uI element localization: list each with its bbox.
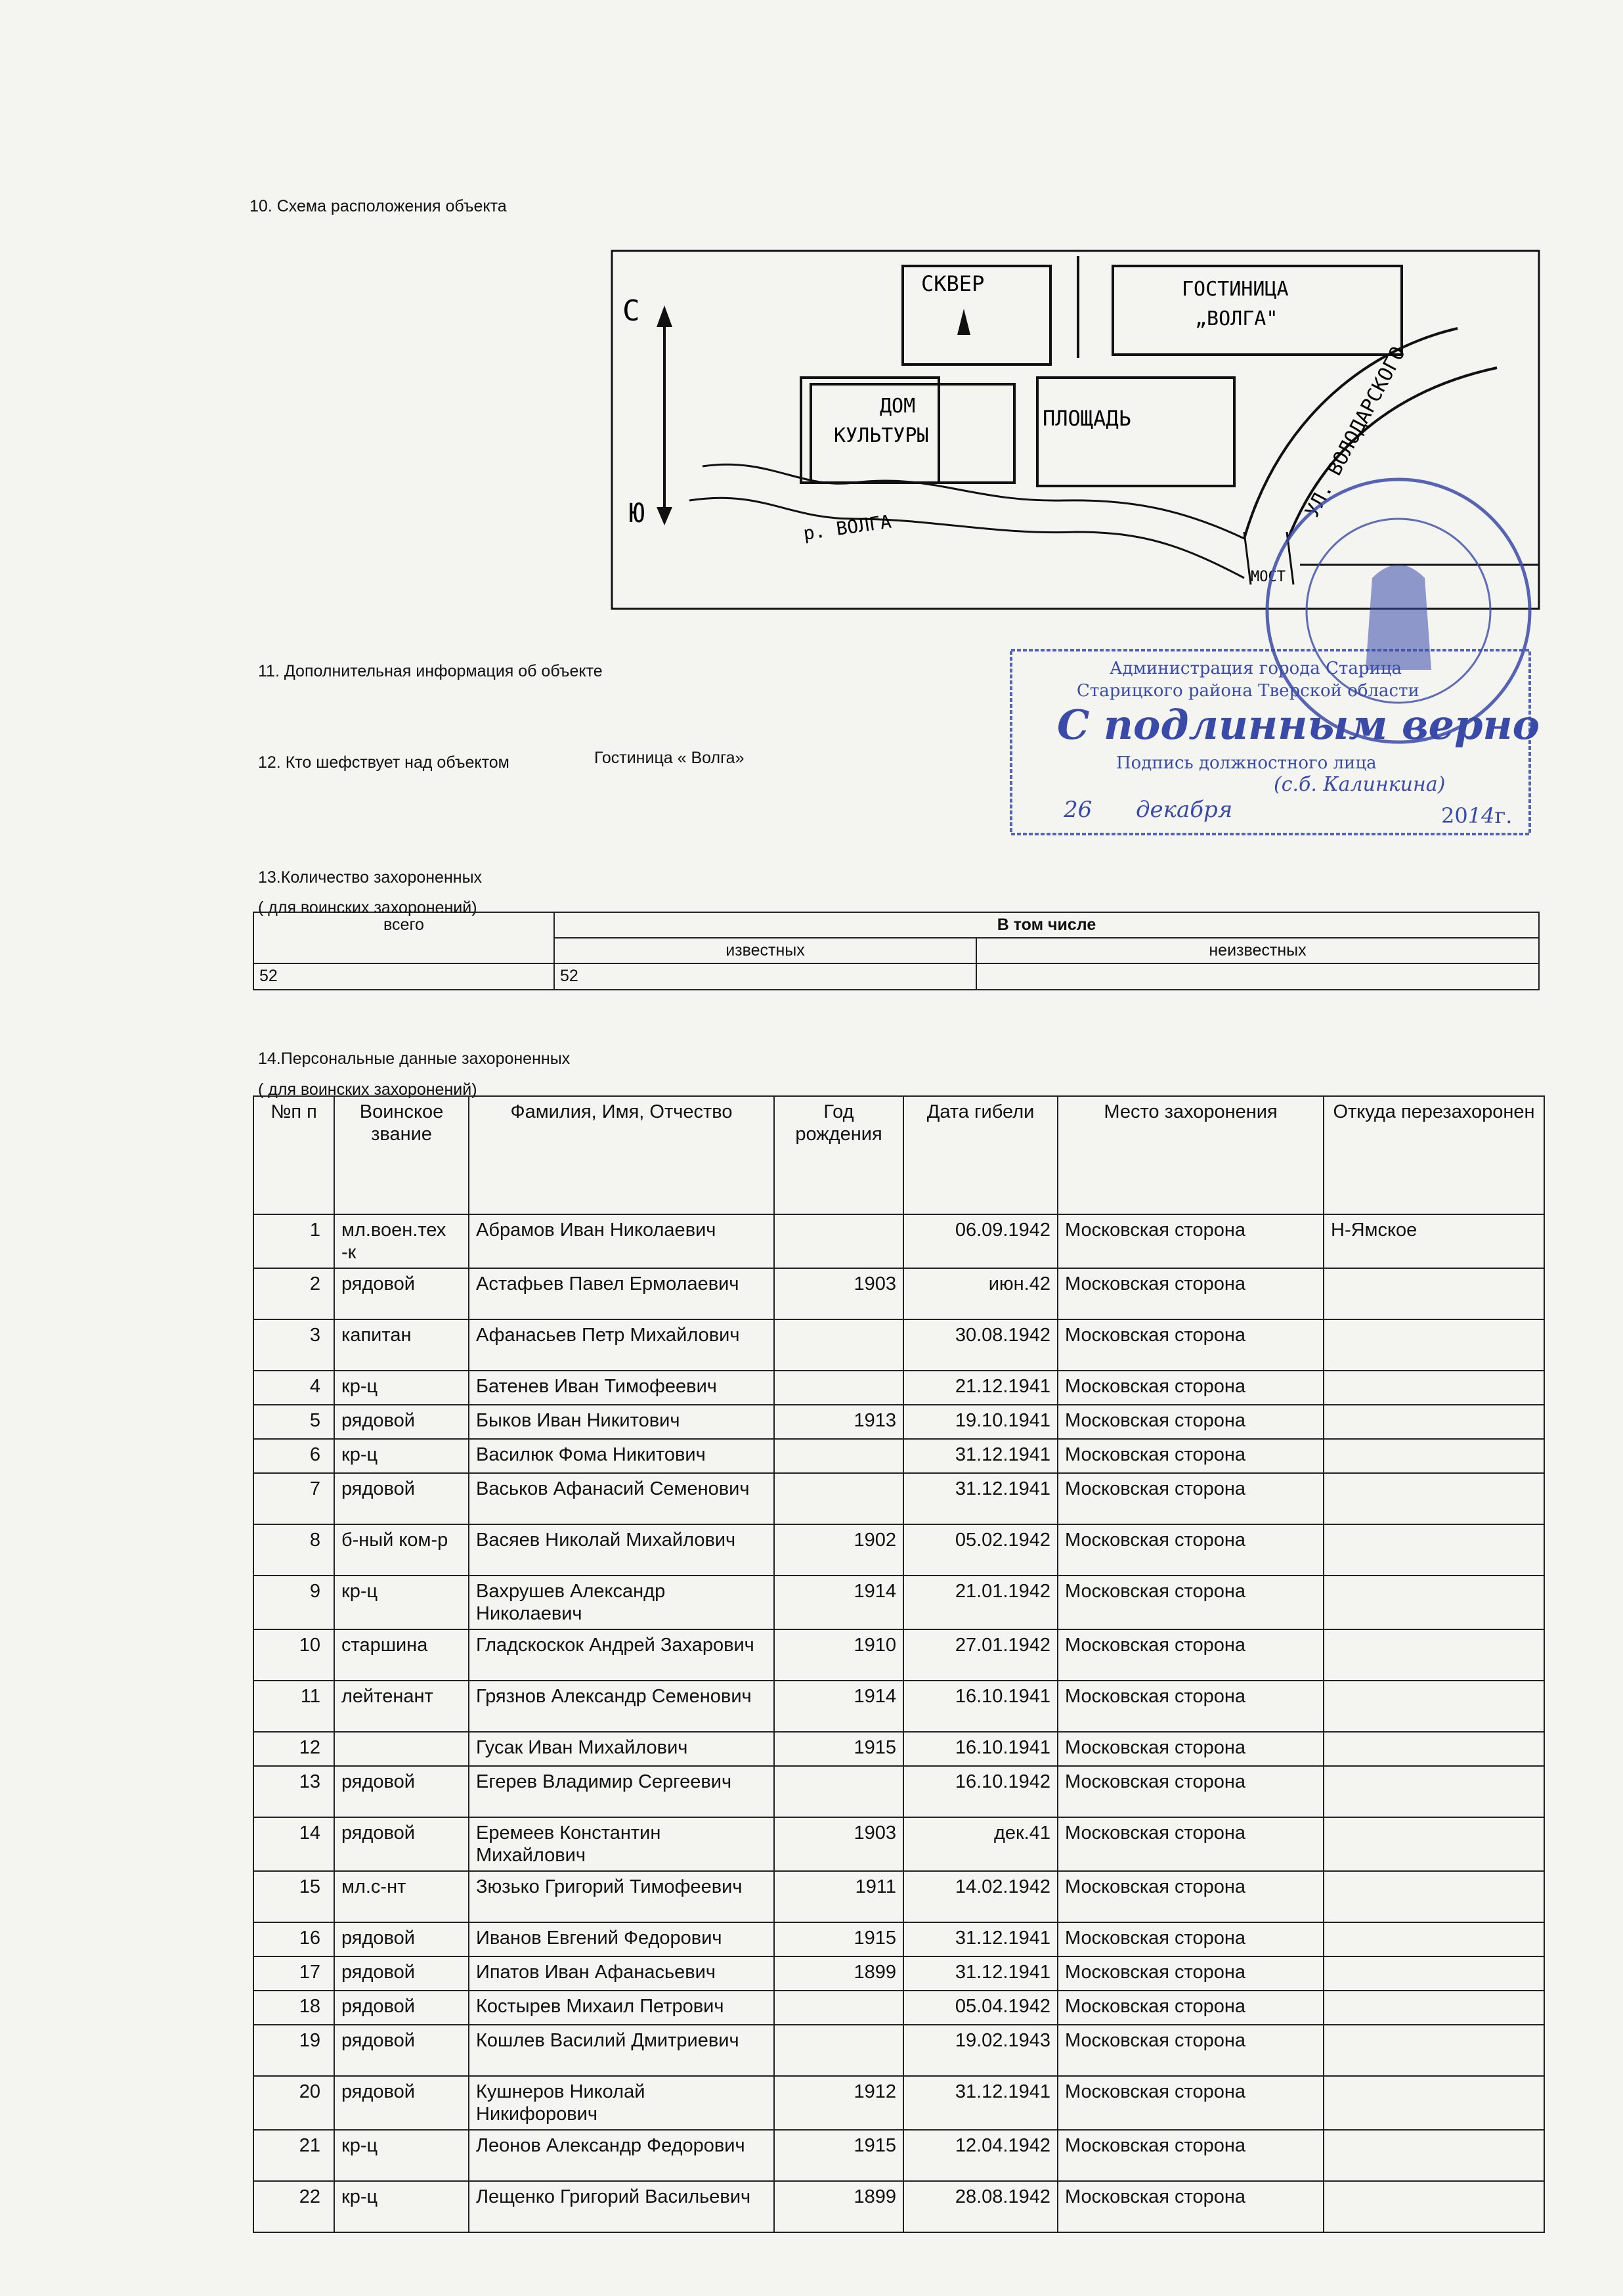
cell-place: Московская сторона <box>1058 1473 1324 1524</box>
cell-death: 05.02.1942 <box>903 1524 1058 1576</box>
cell-n: 9 <box>253 1576 334 1629</box>
cell-born: 1915 <box>774 2130 903 2181</box>
stamp-line-1: Администрация города Старица <box>1110 659 1402 678</box>
cell-name: Гладскоскок Андрей Захарович <box>469 1629 774 1681</box>
table-row <box>253 1405 1544 1439</box>
cell-death: 06.09.1942 <box>903 1214 1058 1268</box>
stamp-certified: С подлинным верно <box>1057 701 1540 749</box>
cell-from <box>1324 1473 1544 1524</box>
cell-from <box>1324 1922 1544 1956</box>
cell-name: Васьков Афанасий Семенович <box>469 1473 774 1524</box>
cell-death: 31.12.1941 <box>903 2076 1058 2130</box>
cell-born <box>774 1991 903 2025</box>
cell-death: 19.02.1943 <box>903 2025 1058 2076</box>
table-row <box>253 1576 1544 1629</box>
count-header-total: всего <box>253 912 554 963</box>
table-row <box>253 1439 1544 1473</box>
cell-n: 11 <box>253 1681 334 1732</box>
cell-rank: рядовой <box>334 1956 469 1991</box>
cell-name: Грязнов Александр Семенович <box>469 1681 774 1732</box>
table-row <box>253 2025 1544 2076</box>
cell-name: Еремеев Константин Михайлович <box>469 1817 774 1871</box>
table-row <box>253 1922 1544 1956</box>
table-row <box>253 1629 1544 1681</box>
col-header-place: Место захоронения <box>1058 1096 1324 1214</box>
cell-n: 12 <box>253 1732 334 1766</box>
cell-n: 1 <box>253 1214 334 1268</box>
burial-count-table <box>253 912 1540 990</box>
cell-n: 20 <box>253 2076 334 2130</box>
map-culture-label-1: ДОМ <box>880 395 916 418</box>
cell-death: 28.08.1942 <box>903 2181 1058 2232</box>
cell-death: 21.12.1941 <box>903 1371 1058 1405</box>
table-row <box>253 2181 1544 2232</box>
cell-rank: рядовой <box>334 1991 469 2025</box>
cell-death: 31.12.1941 <box>903 1956 1058 1991</box>
cell-name: Вахрушев Александр Николаевич <box>469 1576 774 1629</box>
section-14-subtitle: ( для воинских захоронений) <box>258 1080 477 1099</box>
table-row <box>253 1956 1544 1991</box>
cell-from <box>1324 1576 1544 1629</box>
cell-from: Н-Ямское <box>1324 1214 1544 1268</box>
cell-born: 1913 <box>774 1405 903 1439</box>
cell-place: Московская сторона <box>1058 1524 1324 1576</box>
map-hotel-label-1: ГОСТИНИЦА <box>1182 278 1289 301</box>
cell-born: 1899 <box>774 1956 903 1991</box>
cell-death: 31.12.1941 <box>903 1439 1058 1473</box>
cell-from <box>1324 1629 1544 1681</box>
stamp-handwritten-name: (с.б. Калинкина) <box>1274 773 1446 796</box>
cell-born: 1903 <box>774 1817 903 1871</box>
cell-rank: мл.с-нт <box>334 1871 469 1922</box>
table-row <box>253 1473 1544 1524</box>
cell-from <box>1324 2181 1544 2232</box>
cell-from <box>1324 2025 1544 2076</box>
table-row <box>253 2076 1544 2130</box>
cell-from <box>1324 1371 1544 1405</box>
cell-death: 16.10.1941 <box>903 1681 1058 1732</box>
cell-from <box>1324 1681 1544 1732</box>
cell-born: 1911 <box>774 1871 903 1922</box>
cell-born <box>774 1214 903 1268</box>
cell-n: 22 <box>253 2181 334 2232</box>
cell-rank: кр-ц <box>334 2181 469 2232</box>
cell-name: Афанасьев Петр Михайлович <box>469 1319 774 1371</box>
stamp-line-2: Старицкого района Тверской области <box>1077 681 1419 701</box>
monument-icon <box>957 309 970 335</box>
cell-born: 1899 <box>774 2181 903 2232</box>
cell-rank: рядовой <box>334 1405 469 1439</box>
cell-death: дек.41 <box>903 1817 1058 1871</box>
cell-name: Васяев Николай Михайлович <box>469 1524 774 1576</box>
table-row <box>253 1871 1544 1922</box>
cell-place: Московская сторона <box>1058 1732 1324 1766</box>
table-row <box>253 1319 1544 1371</box>
cell-from <box>1324 1766 1544 1817</box>
cell-place: Московская сторона <box>1058 1576 1324 1629</box>
compass-arrow-south-icon <box>657 507 672 525</box>
cell-place: Московская сторона <box>1058 1991 1324 2025</box>
count-header-including: В том числе <box>554 912 1539 938</box>
cell-born: 1903 <box>774 1268 903 1319</box>
cell-n: 21 <box>253 2130 334 2181</box>
cell-born <box>774 1766 903 1817</box>
cell-place: Московская сторона <box>1058 1681 1324 1732</box>
cell-place: Московская сторона <box>1058 2181 1324 2232</box>
cell-place: Московская сторона <box>1058 1319 1324 1371</box>
cell-rank: капитан <box>334 1319 469 1371</box>
col-header-from: Откуда перезахоронен <box>1324 1096 1544 1214</box>
count-header-unknown: неизвестных <box>976 938 1539 963</box>
cell-n: 13 <box>253 1766 334 1817</box>
cell-n: 16 <box>253 1922 334 1956</box>
cell-place: Московская сторона <box>1058 1268 1324 1319</box>
col-header-born: Год рождения <box>774 1096 903 1214</box>
cell-name: Астафьев Павел Ермолаевич <box>469 1268 774 1319</box>
cell-name: Зюзько Григорий Тимофеевич <box>469 1871 774 1922</box>
cell-from <box>1324 1405 1544 1439</box>
section-12-title: 12. Кто шефствует над объектом <box>258 753 509 772</box>
cell-n: 4 <box>253 1371 334 1405</box>
map-north-label: С <box>622 294 640 328</box>
map-culture-label-2: КУЛЬТУРЫ <box>834 424 929 447</box>
cell-rank: рядовой <box>334 1766 469 1817</box>
table-row <box>253 2130 1544 2181</box>
cell-from <box>1324 1871 1544 1922</box>
cell-from <box>1324 1956 1544 1991</box>
cell-death: 05.04.1942 <box>903 1991 1058 2025</box>
cell-death: июн.42 <box>903 1268 1058 1319</box>
cell-born: 1914 <box>774 1576 903 1629</box>
cell-n: 10 <box>253 1629 334 1681</box>
cell-place: Московская сторона <box>1058 1371 1324 1405</box>
cell-rank: старшина <box>334 1629 469 1681</box>
cell-from <box>1324 2076 1544 2130</box>
table-row <box>253 1817 1544 1871</box>
table-row <box>253 1214 1544 1268</box>
cell-born: 1910 <box>774 1629 903 1681</box>
cell-name: Василюк Фома Никитович <box>469 1439 774 1473</box>
count-unknown-value <box>976 963 1539 990</box>
cell-from <box>1324 2130 1544 2181</box>
cell-from <box>1324 1439 1544 1473</box>
map-square-label: СКВЕР <box>921 271 985 296</box>
cell-n: 17 <box>253 1956 334 1991</box>
cell-death: 27.01.1942 <box>903 1629 1058 1681</box>
count-header-known: известных <box>554 938 976 963</box>
cell-rank: рядовой <box>334 2076 469 2130</box>
cell-born: 1912 <box>774 2076 903 2130</box>
cell-n: 3 <box>253 1319 334 1371</box>
cell-born: 1915 <box>774 1922 903 1956</box>
section-10-title: 10. Схема расположения объекта <box>249 197 507 215</box>
cell-place: Московская сторона <box>1058 1629 1324 1681</box>
stamp-month: декабря <box>1136 797 1233 823</box>
cell-death: 19.10.1941 <box>903 1405 1058 1439</box>
cell-rank: рядовой <box>334 1473 469 1524</box>
section-13-subtitle: ( для воинских захоронений) <box>258 898 477 917</box>
cell-place: Московская сторона <box>1058 1766 1324 1817</box>
cell-place: Московская сторона <box>1058 1922 1324 1956</box>
cell-death: 30.08.1942 <box>903 1319 1058 1371</box>
cell-rank: рядовой <box>334 1922 469 1956</box>
cell-place: Московская сторона <box>1058 1405 1324 1439</box>
col-header-num: №п п <box>253 1096 334 1214</box>
cell-death: 16.10.1942 <box>903 1766 1058 1817</box>
cell-death: 14.02.1942 <box>903 1871 1058 1922</box>
cell-name: Ипатов Иван Афанасьевич <box>469 1956 774 1991</box>
cell-name: Кушнеров Николай Никифорович <box>469 2076 774 2130</box>
persons-table <box>253 1095 1545 2233</box>
cell-n: 8 <box>253 1524 334 1576</box>
cell-n: 6 <box>253 1439 334 1473</box>
table-row <box>253 1371 1544 1405</box>
cell-rank: рядовой <box>334 1817 469 1871</box>
cell-n: 19 <box>253 2025 334 2076</box>
cell-rank: лейтенант <box>334 1681 469 1732</box>
cell-place: Московская сторона <box>1058 2025 1324 2076</box>
cell-rank: мл.воен.тех -к <box>334 1214 469 1268</box>
section-11-title: 11. Дополнительная информация об объекте <box>258 662 603 680</box>
cell-rank <box>334 1732 469 1766</box>
cell-place: Московская сторона <box>1058 1956 1324 1991</box>
cell-rank: кр-ц <box>334 1439 469 1473</box>
table-row <box>253 1268 1544 1319</box>
map-river-label: р. ВОЛГА <box>802 510 893 544</box>
cell-name: Егерев Владимир Сергеевич <box>469 1766 774 1817</box>
count-known-value: 52 <box>554 963 976 990</box>
cell-name: Леонов Александр Федорович <box>469 2130 774 2181</box>
cell-death: 12.04.1942 <box>903 2130 1058 2181</box>
table-row <box>253 1766 1544 1817</box>
cell-from <box>1324 1817 1544 1871</box>
cell-from <box>1324 1319 1544 1371</box>
section-14-title: 14.Персональные данные захороненных <box>258 1049 571 1068</box>
cell-born <box>774 1319 903 1371</box>
col-header-name: Фамилия, Имя, Отчество <box>469 1096 774 1214</box>
seal-emblem-figure-icon <box>1366 565 1431 670</box>
cell-name: Быков Иван Никитович <box>469 1405 774 1439</box>
table-row <box>253 1732 1544 1766</box>
cell-place: Московская сторона <box>1058 2076 1324 2130</box>
cell-rank: рядовой <box>334 1268 469 1319</box>
cell-n: 2 <box>253 1268 334 1319</box>
cell-name: Иванов Евгений Федорович <box>469 1922 774 1956</box>
cell-rank: рядовой <box>334 2025 469 2076</box>
cell-from <box>1324 1991 1544 2025</box>
cell-born: 1914 <box>774 1681 903 1732</box>
cell-n: 15 <box>253 1871 334 1922</box>
cell-from <box>1324 1524 1544 1576</box>
cell-rank: кр-ц <box>334 1371 469 1405</box>
cell-name: Костырев Михаил Петрович <box>469 1991 774 2025</box>
cell-from <box>1324 1268 1544 1319</box>
stamp-year: 2014г. <box>1441 803 1513 828</box>
col-header-rank: Воинское звание <box>334 1096 469 1214</box>
cell-from <box>1324 1732 1544 1766</box>
cell-n: 7 <box>253 1473 334 1524</box>
cell-place: Московская сторона <box>1058 1439 1324 1473</box>
cell-born <box>774 1439 903 1473</box>
map-south-label: Ю <box>629 498 645 529</box>
col-header-death: Дата гибели <box>903 1096 1058 1214</box>
stamp-signature-label: Подпись должностного лица <box>1116 753 1377 773</box>
cell-death: 31.12.1941 <box>903 1922 1058 1956</box>
section-12-value: Гостиница « Волга» <box>594 749 745 767</box>
cell-born <box>774 1473 903 1524</box>
map-street-label: УЛ. ВОЛОДАРСКОГО <box>1301 343 1410 521</box>
section-13-title: 13.Количество захороненных <box>258 868 483 887</box>
map-plaza-label: ПЛОЩАДЬ <box>1043 406 1131 431</box>
cell-place: Московская сторона <box>1058 1214 1324 1268</box>
table-row <box>253 1991 1544 2025</box>
cell-born <box>774 1371 903 1405</box>
cell-born: 1915 <box>774 1732 903 1766</box>
cell-name: Гусак Иван Михайлович <box>469 1732 774 1766</box>
cell-rank: кр-ц <box>334 1576 469 1629</box>
cell-name: Кошлев Василий Дмитриевич <box>469 2025 774 2076</box>
count-total-value: 52 <box>253 963 554 990</box>
cell-name: Батенев Иван Тимофеевич <box>469 1371 774 1405</box>
cell-place: Московская сторона <box>1058 2130 1324 2181</box>
map-bridge-label: МОСТ <box>1251 569 1286 585</box>
cell-death: 31.12.1941 <box>903 1473 1058 1524</box>
cell-place: Московская сторона <box>1058 1817 1324 1871</box>
cell-rank: б-ный ком-р <box>334 1524 469 1576</box>
map-hotel-label-2: „ВОЛГА" <box>1195 307 1278 330</box>
cell-name: Лещенко Григорий Васильевич <box>469 2181 774 2232</box>
cell-n: 5 <box>253 1405 334 1439</box>
cell-name: Абрамов Иван Николаевич <box>469 1214 774 1268</box>
table-row <box>253 1681 1544 1732</box>
stamp-day: 26 <box>1064 797 1093 823</box>
cell-n: 18 <box>253 1991 334 2025</box>
cell-born: 1902 <box>774 1524 903 1576</box>
table-row <box>253 1524 1544 1576</box>
cell-rank: кр-ц <box>334 2130 469 2181</box>
cell-born <box>774 2025 903 2076</box>
cell-death: 21.01.1942 <box>903 1576 1058 1629</box>
cell-death: 16.10.1941 <box>903 1732 1058 1766</box>
cell-place: Московская сторона <box>1058 1871 1324 1922</box>
cell-n: 14 <box>253 1817 334 1871</box>
compass-arrow-north-icon <box>657 305 672 327</box>
